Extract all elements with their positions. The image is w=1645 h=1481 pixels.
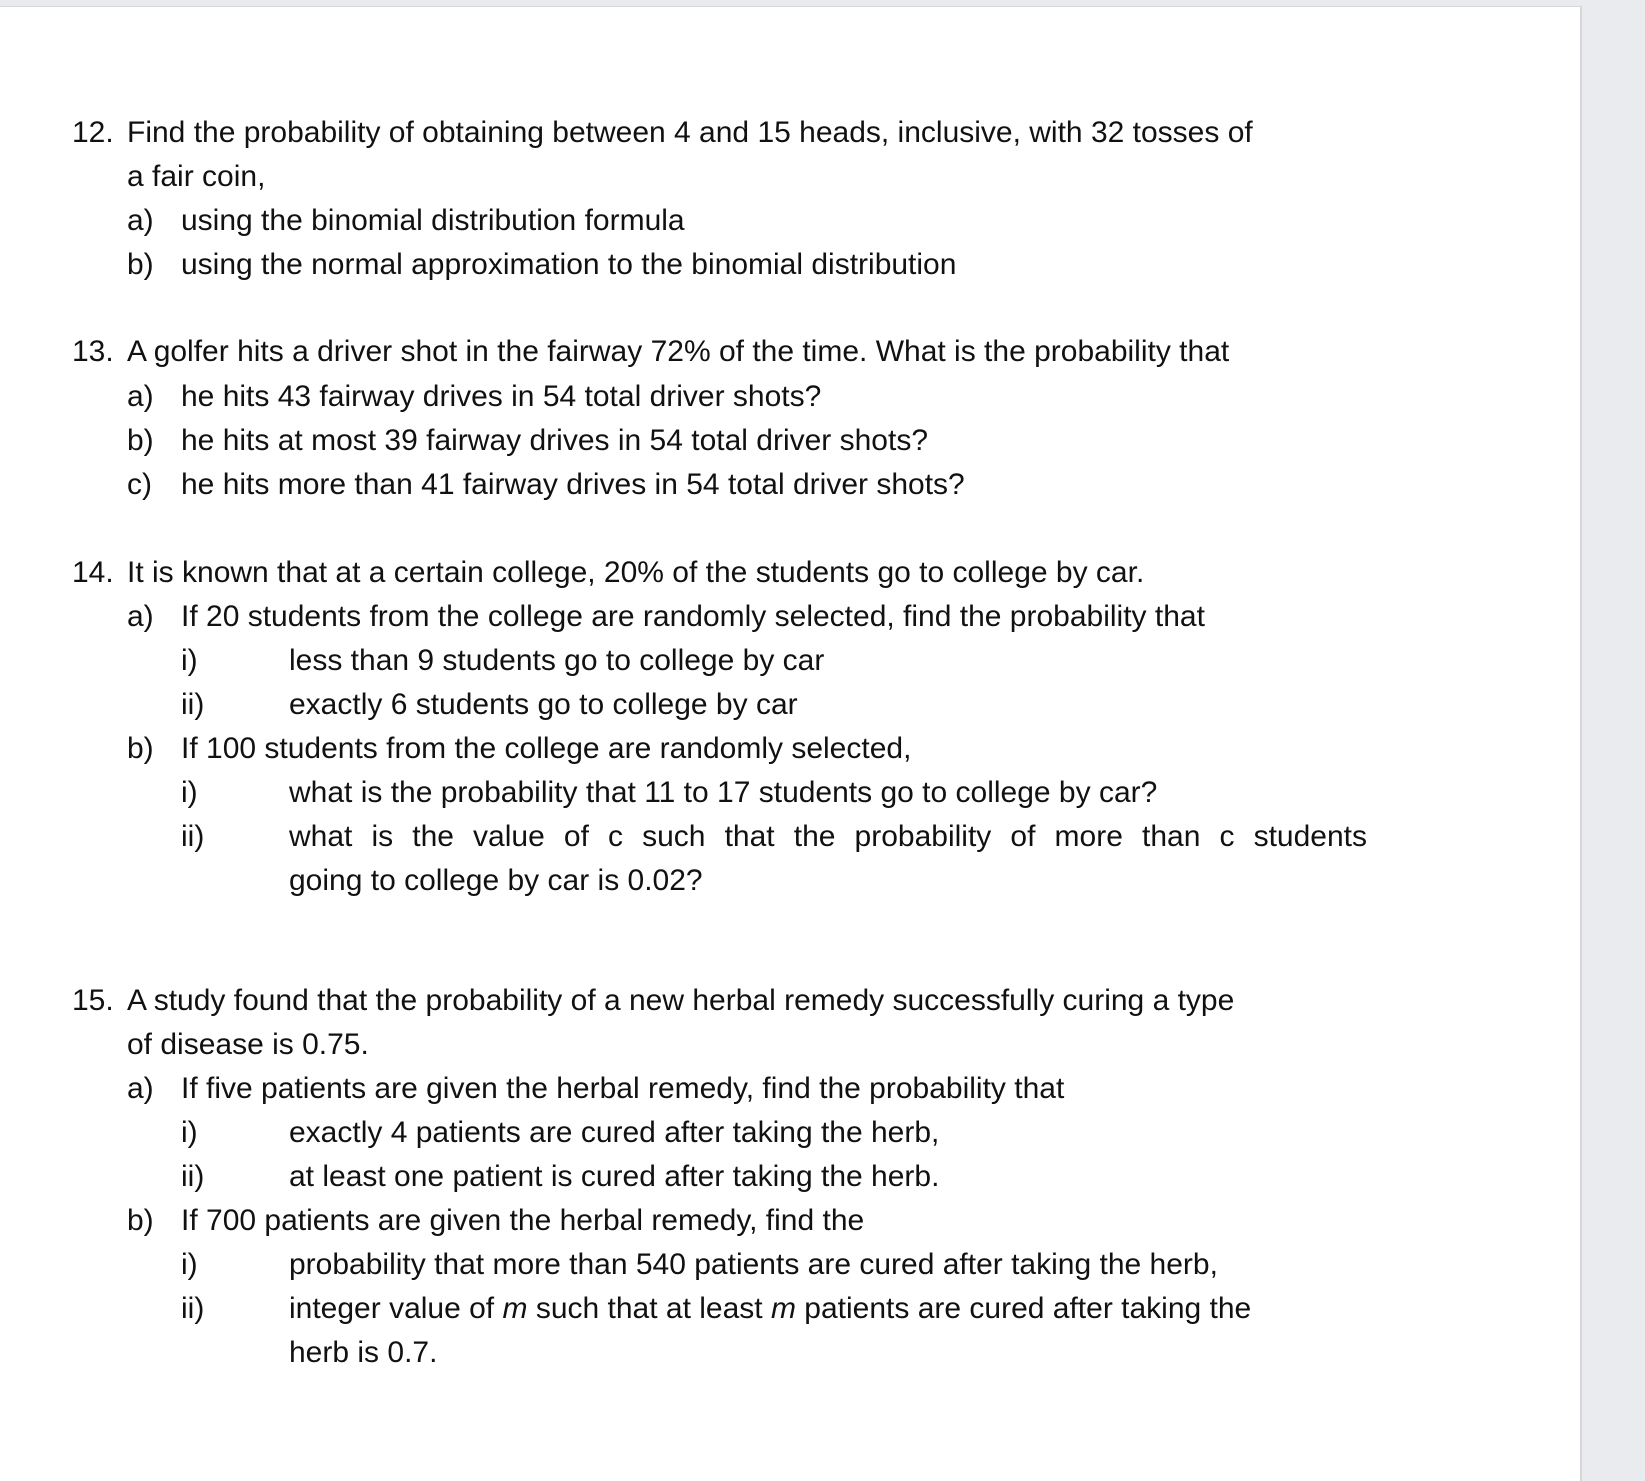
part-text: If 20 students from the college are randomly selected, find the probability that	[181, 600, 1205, 633]
part-text: he hits at most 39 fairway drives in 54 total driver shots?	[181, 424, 929, 457]
question-stem: A golfer hits a driver shot in the fairway 72% of the time. What is the probability that	[127, 335, 1230, 368]
part-text: If five patients are given the herbal remedy, find the probability that	[181, 1072, 1065, 1105]
part-text: he hits 43 fairway drives in 54 total driver shots?	[181, 380, 822, 413]
subpart-text-continued: going to college by car is 0.02?	[289, 864, 703, 897]
subpart-label: i)	[181, 1116, 198, 1149]
subpart-text: probability that more than 540 patients are cured after taking the herb,	[289, 1248, 1218, 1281]
subpart-label: ii)	[181, 1292, 205, 1325]
part-label: b)	[127, 424, 154, 457]
question-number: 14.	[72, 556, 114, 589]
question-stem: of disease is 0.75.	[127, 1028, 369, 1061]
part-label: c)	[127, 468, 152, 501]
subpart-label: i)	[181, 644, 198, 677]
question-stem: Find the probability of obtaining between 4 and 15 heads, inclusive, with 32 tosses of	[127, 116, 1253, 149]
subpart-text: what is the value of c such that the probability of more than c students	[289, 820, 1367, 853]
part-label: a)	[127, 204, 154, 237]
part-label: a)	[127, 600, 154, 633]
part-label: a)	[127, 1072, 154, 1105]
part-text: using the binomial distribution formula	[181, 204, 685, 237]
question-number: 15.	[72, 984, 114, 1017]
subpart-label: i)	[181, 1248, 198, 1281]
part-label: a)	[127, 380, 154, 413]
subpart-text: what is the probability that 11 to 17 students go to college by car?	[289, 776, 1158, 809]
subpart-text-a: integer value of	[289, 1292, 503, 1325]
subpart-text: less than 9 students go to college by car	[289, 644, 825, 677]
question-number: 12.	[72, 116, 114, 149]
question-stem: a fair coin,	[127, 160, 266, 193]
question-stem: A study found that the probability of a new herbal remedy successfully curing a type	[127, 984, 1235, 1017]
subpart-text-b: such that at least	[527, 1292, 771, 1325]
variable-m: m	[502, 1292, 528, 1325]
subpart-label: i)	[181, 776, 198, 809]
part-text: If 700 patients are given the herbal remedy, find the	[181, 1204, 865, 1237]
question-stem: It is known that at a certain college, 20% of the students go to college by car.	[127, 556, 1145, 589]
subpart-label: ii)	[181, 1160, 205, 1193]
part-text: using the normal approximation to the binomial distribution	[181, 248, 957, 281]
subpart-text	[289, 1291, 1251, 1327]
subpart-text: exactly 6 students go to college by car	[289, 688, 798, 721]
subpart-text-c: patients are cured after taking the	[795, 1292, 1252, 1325]
question-number: 13.	[72, 335, 114, 368]
part-label: b)	[127, 1204, 154, 1237]
part-label: b)	[127, 248, 154, 281]
part-text: If 100 students from the college are randomly selected,	[181, 732, 912, 765]
subpart-label: ii)	[181, 688, 205, 721]
part-text: he hits more than 41 fairway drives in 54 total driver shots?	[181, 468, 965, 501]
subpart-text: at least one patient is cured after taking the herb.	[289, 1160, 940, 1193]
subpart-text-continued: herb is 0.7.	[289, 1336, 438, 1369]
variable-m: m	[770, 1292, 796, 1325]
part-label: b)	[127, 732, 154, 765]
document-page	[0, 6, 1582, 1481]
subpart-text: exactly 4 patients are cured after taking the herb,	[289, 1116, 940, 1149]
subpart-label: ii)	[181, 820, 205, 853]
